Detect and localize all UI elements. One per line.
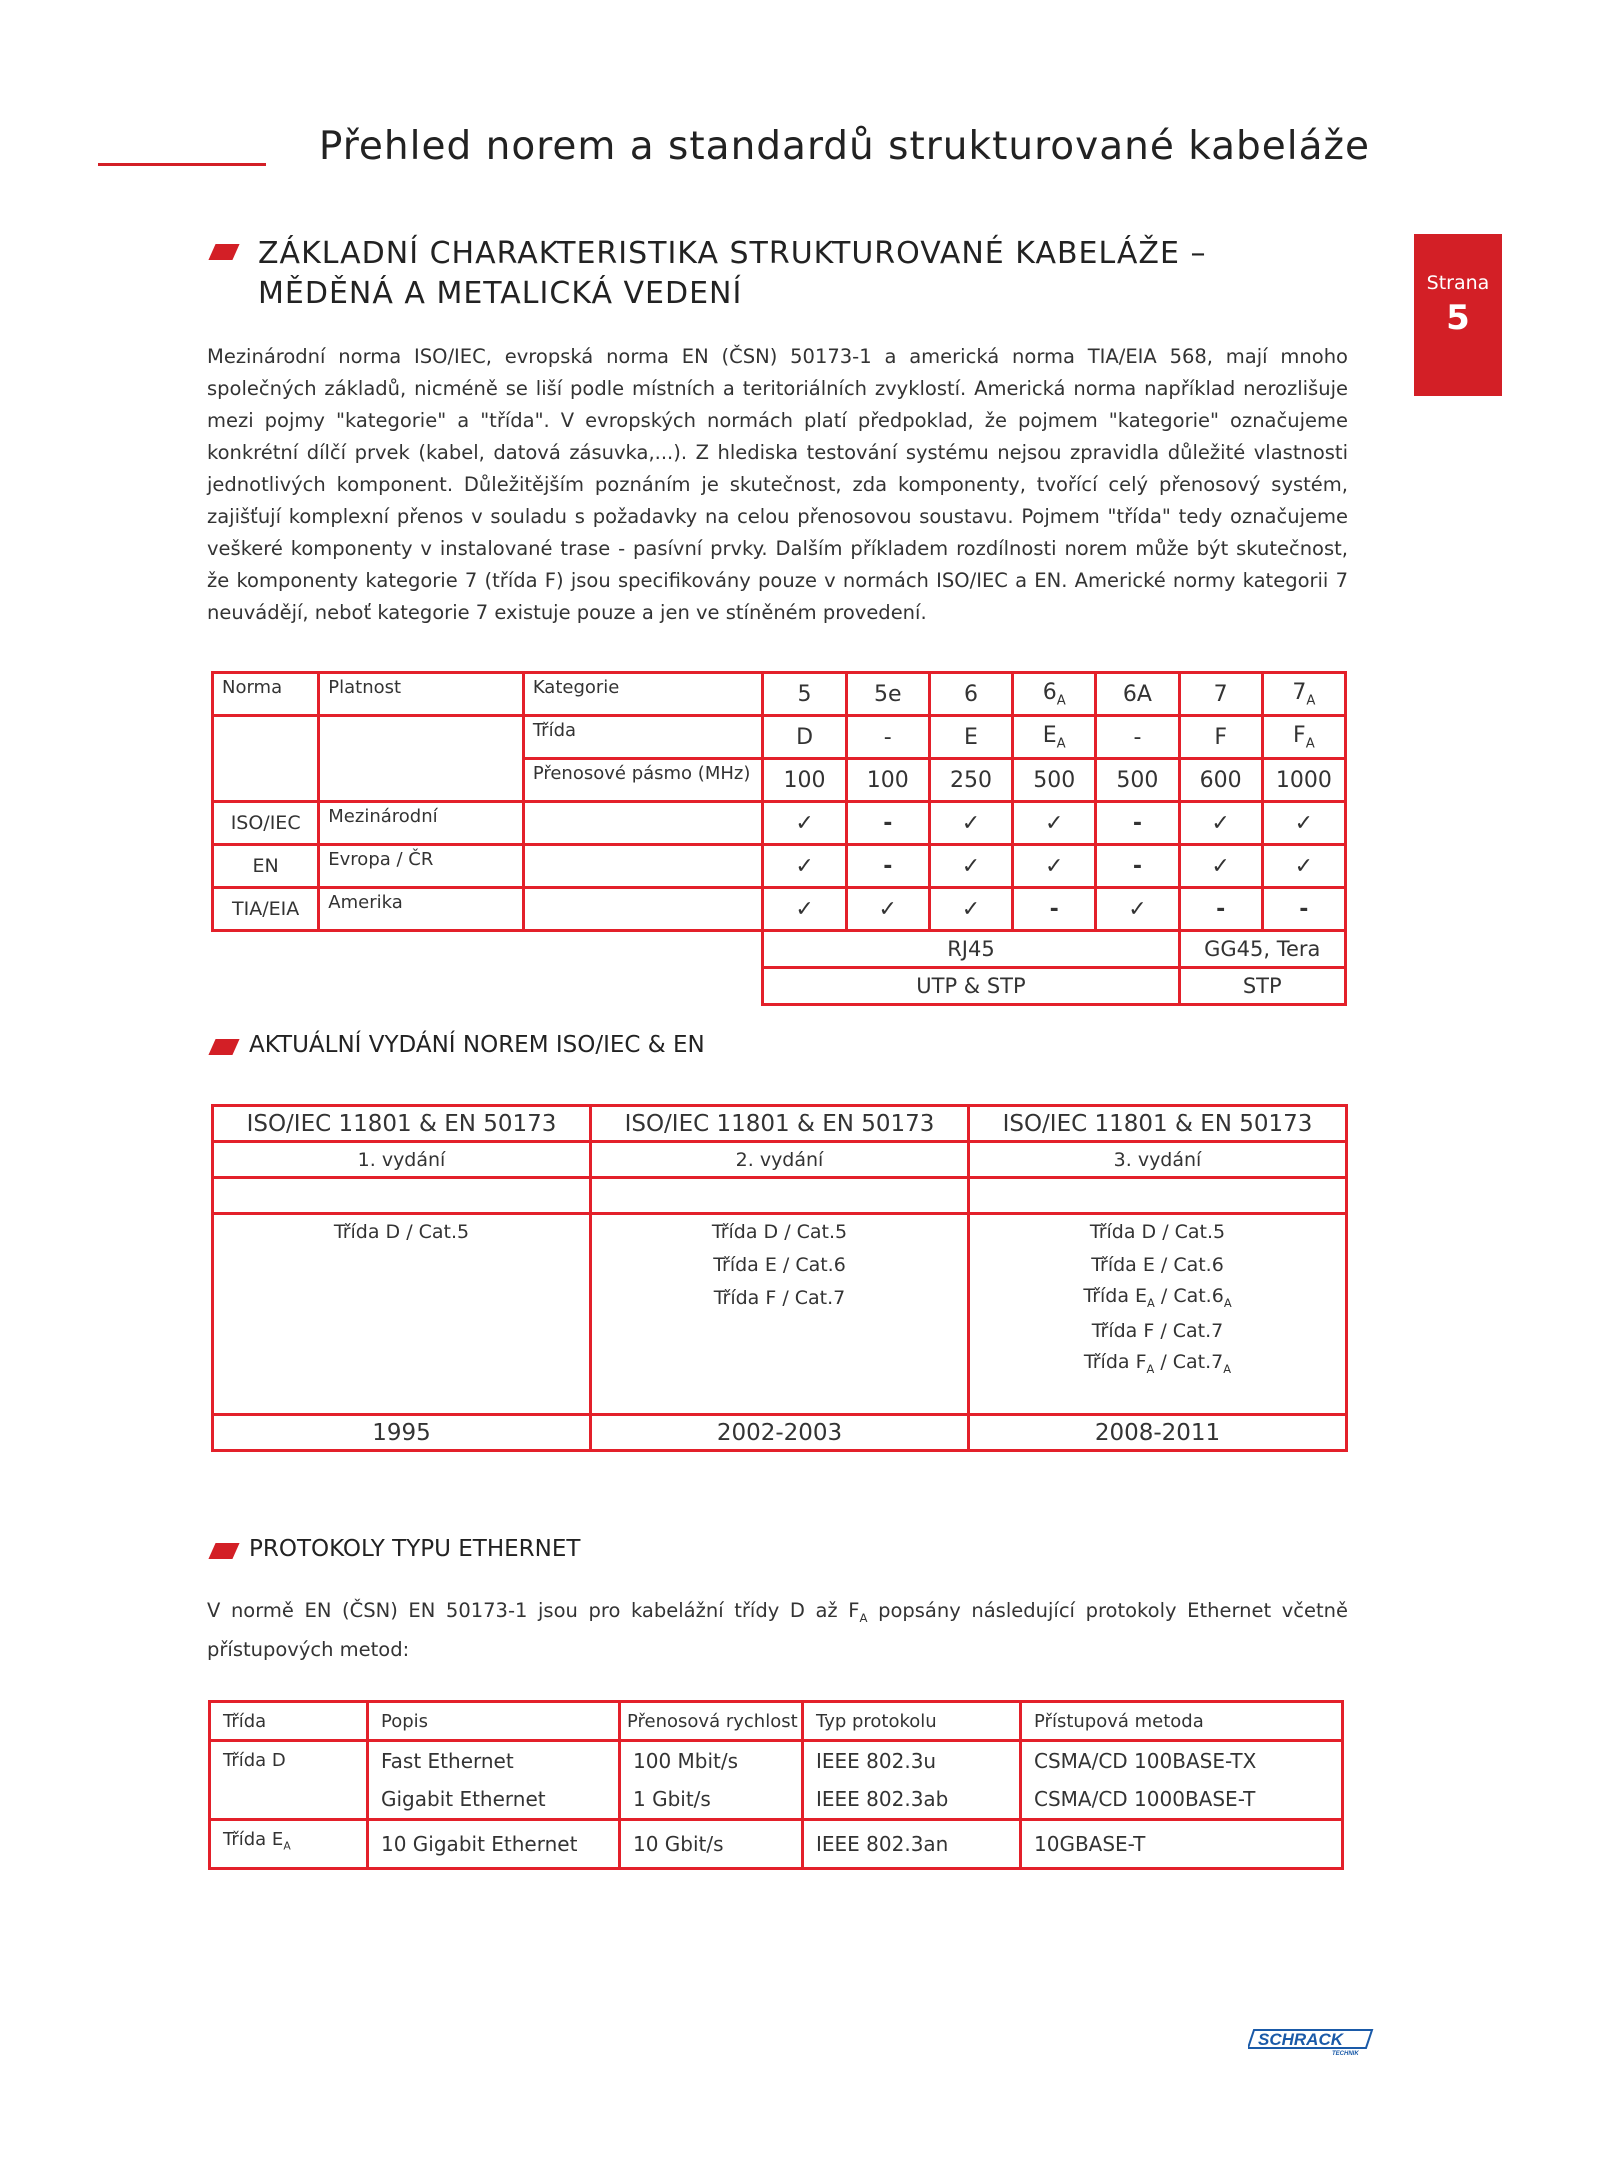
edition-header: ISO/IEC 11801 & EN 50173 — [213, 1106, 591, 1142]
edition-label: 1. vydání — [213, 1142, 591, 1178]
cat-cell: 5e — [846, 673, 929, 716]
edition-year: 2002-2003 — [591, 1415, 969, 1451]
class-cell: D — [763, 716, 846, 759]
class-entry: Třída F / Cat.7 — [591, 1281, 969, 1314]
empty-cell — [213, 1178, 591, 1214]
support-mark: - — [1096, 802, 1179, 845]
support-mark: ✓ — [846, 888, 929, 931]
empty-cell — [969, 1178, 1347, 1214]
header-protokol: Typ protokolu — [803, 1702, 1021, 1741]
sub-a: A — [1305, 736, 1315, 752]
class-entry: Třída D / Cat.5 — [969, 1214, 1347, 1249]
sub-a: A — [1223, 1295, 1232, 1310]
empty-cell — [591, 1347, 969, 1380]
empty-cell — [591, 1380, 969, 1415]
header-rule — [98, 163, 266, 166]
cat-cell: 6A — [1096, 673, 1179, 716]
cat-cell — [1013, 673, 1096, 716]
section-title-editions: AKTUÁLNÍ VYDÁNÍ NOREM ISO/IEC & EN — [249, 1032, 705, 1058]
platnost-cell: Mezinárodní — [319, 802, 524, 845]
section-title-characteristics — [258, 234, 1206, 314]
header-trida: Třída — [210, 1702, 368, 1741]
header-kategorie: Kategorie — [523, 673, 763, 716]
bandwidth-cell: 500 — [1096, 759, 1179, 802]
class-entry: Třída D / Cat.5 — [591, 1214, 969, 1249]
class-cell — [1013, 716, 1096, 759]
class-entry — [969, 1281, 1347, 1314]
bandwidth-cell: 600 — [1179, 759, 1262, 802]
support-mark: ✓ — [1262, 802, 1345, 845]
class-entry-pre: Třída E — [1083, 1285, 1148, 1308]
class-cell: - — [1096, 716, 1179, 759]
sub-a: A — [283, 1839, 291, 1853]
edition-header: ISO/IEC 11801 & EN 50173 — [591, 1106, 969, 1142]
ethernet-paragraph — [207, 1595, 1348, 1666]
protocol-cell: IEEE 802.3an — [803, 1820, 1021, 1869]
header-pasmo: Přenosové pásmo (MHz) — [523, 759, 763, 802]
class-entry: Třída D / Cat.5 — [213, 1214, 591, 1249]
empty-cell — [213, 1314, 591, 1347]
page-tab — [1414, 234, 1502, 396]
support-mark: ✓ — [1179, 802, 1262, 845]
page-title: Přehled norem a standardů strukturované kabeláže — [318, 124, 1370, 169]
empty-cell — [213, 931, 763, 968]
section-title-line2: MĚDĚNÁ A METALICKÁ VEDENÍ — [258, 276, 743, 311]
speed-cell: 10 Gbit/s — [620, 1820, 803, 1869]
connector-cell: GG45, Tera — [1179, 931, 1345, 968]
section-bullet-icon — [208, 1543, 239, 1559]
sub-a: A — [1223, 1361, 1232, 1376]
norma-cell: ISO/IEC — [213, 802, 319, 845]
sub-a: A — [1056, 693, 1066, 709]
speed-cell: 1 Gbit/s — [620, 1780, 803, 1820]
header-norma: Norma — [213, 673, 319, 716]
protocol-cell: IEEE 802.3u — [803, 1741, 1021, 1781]
class-value: Třída E — [223, 1829, 284, 1850]
empty-cell — [591, 1314, 969, 1347]
support-mark: ✓ — [763, 845, 846, 888]
support-mark: - — [1013, 888, 1096, 931]
support-mark: ✓ — [1013, 845, 1096, 888]
bandwidth-cell: 500 — [1013, 759, 1096, 802]
class-cell: E — [929, 716, 1012, 759]
section-title-line1: ZÁKLADNÍ CHARAKTERISTIKA STRUKTUROVANÉ KABELÁŽE – — [258, 236, 1207, 271]
class-entry — [969, 1347, 1347, 1380]
ethernet-paragraph-pre: V normě EN (ČSN) EN 50173-1 jsou pro kabelážní třídy D až F — [207, 1599, 860, 1622]
class-entry-mid: / Cat.7 — [1154, 1351, 1224, 1374]
editions-table — [211, 1104, 1348, 1452]
class-value: F — [1293, 722, 1306, 748]
support-mark: ✓ — [929, 845, 1012, 888]
empty-cell — [213, 759, 319, 802]
class-cell: Třída D — [210, 1741, 368, 1820]
class-cell: - — [846, 716, 929, 759]
sub-a: A — [859, 1610, 868, 1625]
sub-a: A — [1147, 1295, 1155, 1310]
empty-cell — [523, 845, 763, 888]
shield-cell: UTP & STP — [763, 968, 1179, 1005]
support-mark: ✓ — [929, 888, 1012, 931]
cat-cell — [1262, 673, 1345, 716]
edition-header: ISO/IEC 11801 & EN 50173 — [969, 1106, 1347, 1142]
class-entry: Třída E / Cat.6 — [591, 1248, 969, 1281]
header-trida: Třída — [523, 716, 763, 759]
norma-cell: TIA/EIA — [213, 888, 319, 931]
empty-cell — [213, 1248, 591, 1281]
support-mark: - — [846, 802, 929, 845]
connector-cell: RJ45 — [763, 931, 1179, 968]
empty-cell — [213, 1281, 591, 1314]
bandwidth-cell: 250 — [929, 759, 1012, 802]
platnost-cell: Amerika — [319, 888, 524, 931]
empty-cell — [319, 759, 524, 802]
empty-cell — [591, 1178, 969, 1214]
header-rychlost: Přenosová rychlost — [620, 1702, 803, 1741]
section-title-ethernet: PROTOKOLY TYPU ETHERNET — [249, 1536, 581, 1562]
empty-cell — [969, 1380, 1347, 1415]
section-bullet-icon — [208, 1039, 239, 1055]
method-cell: CSMA/CD 1000BASE-T — [1021, 1780, 1343, 1820]
empty-cell — [213, 968, 763, 1005]
empty-cell — [319, 716, 524, 759]
page-number: 5 — [1446, 298, 1470, 338]
class-cell — [1262, 716, 1345, 759]
sub-a: A — [1306, 693, 1316, 709]
empty-cell — [213, 716, 319, 759]
speed-cell: 100 Mbit/s — [620, 1741, 803, 1781]
method-cell: CSMA/CD 100BASE-TX — [1021, 1741, 1343, 1781]
support-mark: - — [1096, 845, 1179, 888]
support-mark: - — [1179, 888, 1262, 931]
support-mark: ✓ — [763, 802, 846, 845]
intro-paragraph: Mezinárodní norma ISO/IEC, evropská norma EN (ČSN) 50173-1 a americká norma TIA/EIA 568, mají mnoho společných základů, nicméně se liší podle místních a teritoriálních zvyklostí. Americká norma například nerozlišuje mezi pojmy "kategorie" a "třída". V evropských normách platí předpoklad, že pojmem "kategorie" označujeme konkrétní dílčí prvek (kabel, datová zásuvka,...). Z hlediska testování systému nejsou zpravidla důležité vlastnosti jednotlivých komponent. Důležitějším poznáním je skutečnost, zda komponenty, tvořící celý přenosový systém, zajišťují komplexní přenos v souladu s požadavky na celou přenosovou soustavu. Pojmem "třída" tedy označujeme veškeré komponenty v instalované trase - pasívní prvky. Dalším příkladem rozdílnosti norem může být skutečnost, že komponenty kategorie 7 (třída F) jsou specifikovány pouze v normách ISO/IEC a EN. Americké normy kategorii 7 neuvádějí, neboť kategorie 7 existuje pouze a jen ve stíněném provedení. — [207, 345, 1348, 624]
bandwidth-cell: 100 — [763, 759, 846, 802]
bandwidth-cell: 100 — [846, 759, 929, 802]
schrack-logo — [1248, 2027, 1374, 2057]
class-entry-pre: Třída F — [1083, 1351, 1147, 1374]
support-mark: ✓ — [1096, 888, 1179, 931]
class-value: E — [1042, 722, 1057, 748]
class-entry: Třída F / Cat.7 — [969, 1314, 1347, 1347]
class-entry: Třída E / Cat.6 — [969, 1248, 1347, 1281]
shield-cell: STP — [1179, 968, 1345, 1005]
empty-cell — [213, 1380, 591, 1415]
cat-cell: 6 — [929, 673, 1012, 716]
header-metoda: Přístupová metoda — [1021, 1702, 1343, 1741]
edition-year: 1995 — [213, 1415, 591, 1451]
support-mark: - — [1262, 888, 1345, 931]
method-cell: 10GBASE-T — [1021, 1820, 1343, 1869]
edition-year: 2008-2011 — [969, 1415, 1347, 1451]
ethernet-paragraph-post: popsány následující protokoly Ethernet včetně přístupových metod: — [207, 1599, 1348, 1661]
edition-label: 2. vydání — [591, 1142, 969, 1178]
support-mark: ✓ — [763, 888, 846, 931]
support-mark: - — [846, 845, 929, 888]
sub-a: A — [1056, 736, 1066, 752]
bandwidth-cell: 1000 — [1262, 759, 1345, 802]
support-mark: ✓ — [1262, 845, 1345, 888]
class-cell: F — [1179, 716, 1262, 759]
category-table — [211, 671, 1347, 1006]
logo-text: SCHRACK — [1258, 2030, 1343, 2049]
sub-a: A — [1146, 1361, 1155, 1376]
page-tab-label: Strana — [1426, 272, 1490, 294]
ethernet-table — [208, 1700, 1344, 1870]
support-mark: ✓ — [929, 802, 1012, 845]
class-cell — [210, 1820, 368, 1869]
cat-value: 7 — [1292, 679, 1307, 705]
popis-cell: 10 Gigabit Ethernet — [368, 1820, 620, 1869]
empty-cell — [523, 888, 763, 931]
popis-cell: Fast Ethernet — [368, 1741, 620, 1781]
empty-cell — [523, 802, 763, 845]
empty-cell — [213, 1347, 591, 1380]
cat-value: 6 — [1042, 679, 1057, 705]
norma-cell: EN — [213, 845, 319, 888]
cat-cell: 5 — [763, 673, 846, 716]
platnost-cell: Evropa / ČR — [319, 845, 524, 888]
cat-cell: 7 — [1179, 673, 1262, 716]
header-popis: Popis — [368, 1702, 620, 1741]
section-bullet-icon — [208, 244, 239, 260]
logo-subtext: TECHNIK — [1332, 2051, 1359, 2057]
support-mark: ✓ — [1013, 802, 1096, 845]
popis-cell: Gigabit Ethernet — [368, 1780, 620, 1820]
protocol-cell: IEEE 802.3ab — [803, 1780, 1021, 1820]
support-mark: ✓ — [1179, 845, 1262, 888]
header-platnost: Platnost — [319, 673, 524, 716]
class-entry-mid: / Cat.6 — [1154, 1285, 1224, 1308]
edition-label: 3. vydání — [969, 1142, 1347, 1178]
